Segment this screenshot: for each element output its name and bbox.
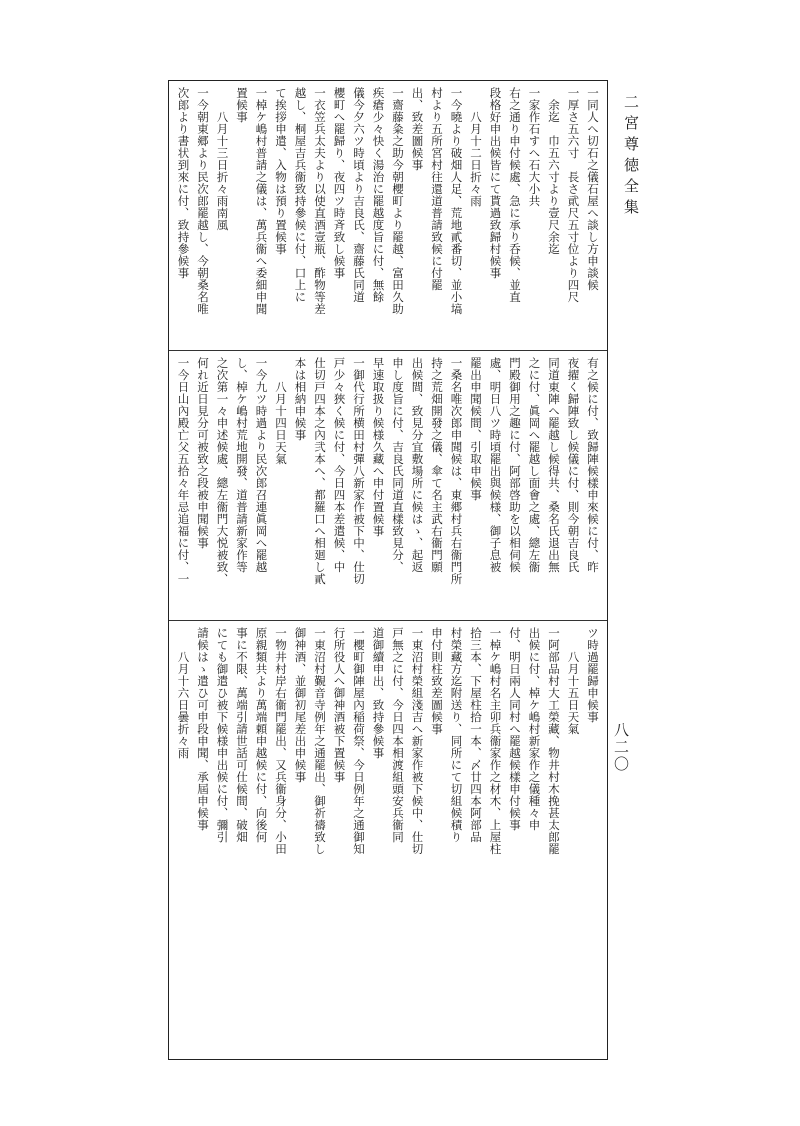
text-line <box>602 627 607 1053</box>
text-line <box>602 357 607 614</box>
text-band-middle <box>169 351 607 621</box>
text-line: 置候事 <box>235 87 249 123</box>
text-line <box>602 87 607 344</box>
text-columns-lower <box>169 621 607 1059</box>
text-line: 門殿御用之趣に付、阿部啓助を以相伺候 <box>508 357 522 573</box>
text-line: 一棹ケ嶋村普請之儀は、萬兵衞へ委細申聞 <box>254 87 269 315</box>
text-line: 一御代行所横田村彈八新家作被下中、仕切 <box>352 357 366 585</box>
text-line: 一同人へ切石之儀石屋へ談し方申談候 <box>586 87 600 291</box>
text-line: 八月十四日天氣 <box>274 357 288 465</box>
text-line: 一齋藤粂之助今朝櫻町より罷越、富田久助 <box>391 87 405 315</box>
text-line: 道御續申出、致持參候事 <box>371 627 386 759</box>
text-line: 早速取扱り候様久藏へ申付置候事 <box>371 357 386 537</box>
text-line: 越し、桐屋吉兵衞致持參候に付、口上に <box>293 87 308 303</box>
text-line: 一棹ケ嶋村名主卯兵衞家作之材木、上屋柱 <box>488 627 503 855</box>
text-line: 行所役人へ御神酒被下置候事 <box>332 627 347 783</box>
text-line: 仕切戸四本之內弐本へ、都羅口へ相廻し貳 <box>313 357 327 585</box>
text-frame <box>168 80 608 1060</box>
text-line: 罷出申聞候間、引取申候事 <box>469 357 483 501</box>
text-line: 一厚さ五六寸 長さ貮尺五寸位より四尺 <box>566 87 581 303</box>
text-line: 一東沼村榮組淺吉へ新家作被下候中、仕切 <box>410 627 425 855</box>
text-line: 一桑名唯次郎申聞候は、東郷村兵右衞門所 <box>449 357 464 585</box>
text-line: ツ時過罷歸申候事 <box>586 627 600 723</box>
text-line: し、棹ケ嶋村荒地開發、道普請新家作等 <box>235 357 249 573</box>
text-line: 處、明日八ツ時頃罷出與候様、御子息被 <box>488 357 503 573</box>
text-columns-upper <box>169 81 607 350</box>
text-line: 八月十六日曇折々雨 <box>176 627 191 759</box>
text-line: 何れ近日見分可被致之段被申聞候事 <box>196 357 210 549</box>
text-band-lower <box>169 621 607 1059</box>
text-line: 有之候に付、致歸陣候樣申來候に付、昨 <box>586 357 600 573</box>
text-line: にても御遣ひ被下候様申出候に付、彌引 <box>215 627 230 843</box>
text-line: 出候に付、棹ケ嶋村新家作之儀種々申 <box>527 627 542 831</box>
text-line: 之次第一々申述候處、總左衞門大悦被致、 <box>215 357 230 585</box>
text-line: 申し度旨に付、吉良氏同道直樣致見分、 <box>391 357 405 573</box>
text-line: 請候はゝ遣ひ可申段申聞、承屆申候事 <box>196 627 210 831</box>
text-line: 戸少々狹く候に付、今日四本差遣候、中 <box>332 357 347 573</box>
text-line: 次郎より書状到來に付、致持參候事 <box>176 87 191 279</box>
text-line: 八月十三日折々雨南風 <box>215 87 230 231</box>
running-title: 二宮尊徳全集 <box>622 94 640 220</box>
text-line: 御神酒、並御初尾差出申候事 <box>293 627 308 783</box>
text-line: 八月十五日天氣 <box>566 627 581 735</box>
text-line: 一櫻町御陣屋內稲荷祭、今日例年之通御知 <box>352 627 366 855</box>
text-line: 疾瘡少々快く湯治に罷越度旨に付、無餘 <box>371 87 386 303</box>
text-line: 一今曉より破畑人足、荒地貳番切、並小塙 <box>449 87 464 315</box>
page-number: 八二〇 <box>612 722 630 773</box>
text-band-upper <box>169 81 607 351</box>
text-line: 申付則柱致差圖候事 <box>430 627 444 735</box>
text-line: 八月十二日折々雨 <box>469 87 483 207</box>
text-line: 一物井村岸右衞門罷出、又兵衞身分、小田 <box>274 627 288 855</box>
text-line: 付、明日兩人同村へ罷越候樣申付候事 <box>508 627 522 831</box>
text-line: 拾三本、下屋柱拾一本、〆廿四本阿部品 <box>469 627 483 843</box>
text-columns-middle <box>169 351 607 620</box>
text-line: 夜擢く歸陣致し候儀に付、則今朝吉良氏 <box>566 357 581 573</box>
text-line: 段格好申出候皆にて貰過致歸村候事 <box>488 87 503 279</box>
text-line: 一東沼村覲音寺例年之通罷出、御祈禱致し <box>313 627 327 855</box>
text-line: 戸無之に付、今日四本相渡組頭安兵衞同 <box>391 627 405 843</box>
text-line: 村榮藏方迄附送り、同所にて切組候積り <box>449 627 464 843</box>
text-line: 原親類共より萬端頼申越候に付、向後何 <box>254 627 269 843</box>
text-line: 一今朝東郷より民次郎罷越し、今朝桑名唯 <box>196 87 210 315</box>
text-line: 持之荒畑開發之儀、傘て名主武右衞門願 <box>430 357 444 573</box>
text-line: 儀今夕六ツ時頃より吉良氏、齋藤氏同道 <box>352 87 366 303</box>
text-line: 出候間、致見分宜敷場所に候はゝ、起返 <box>410 357 425 573</box>
text-line: 一今日山內殿亡父五拾々年忌追福に付、一 <box>176 357 191 585</box>
text-line: 本は相納申候事 <box>293 357 308 441</box>
text-line: 同道東陣へ罷越し候得共、桑名氏退出無 <box>547 357 561 573</box>
text-line: 櫻町へ罷歸り、夜四ツ時斉致し候事 <box>332 87 347 279</box>
text-line: 一家作石すへ石大小共 <box>527 87 542 207</box>
text-line: 出、致差圖候事 <box>410 87 425 171</box>
text-line: て挨拶申遣、入物は預り置候事 <box>274 87 288 255</box>
text-line: 村より五所宮村往還道普請致候に付罷 <box>430 87 444 291</box>
text-line: 事に不限、萬端引請世話可仕候間、破畑 <box>235 627 249 843</box>
text-line: 之に付、眞岡へ罷越し面會之處、總左衞 <box>527 357 542 573</box>
text-line: 右之通り申付候處、急に承り呑候、並直 <box>508 87 522 303</box>
text-line: 一阿部品村大工榮藏、物井村木挽甚太郎罷 <box>547 627 561 855</box>
text-line: 一今九ツ時過より民次郎召連眞岡へ罷越 <box>254 357 269 573</box>
text-line: 一衣笠兵太夫より以使直酒壹瓶、酢物等差 <box>313 87 327 315</box>
text-line: 余迄 巾五六寸より壹尺余迄 <box>547 87 561 255</box>
